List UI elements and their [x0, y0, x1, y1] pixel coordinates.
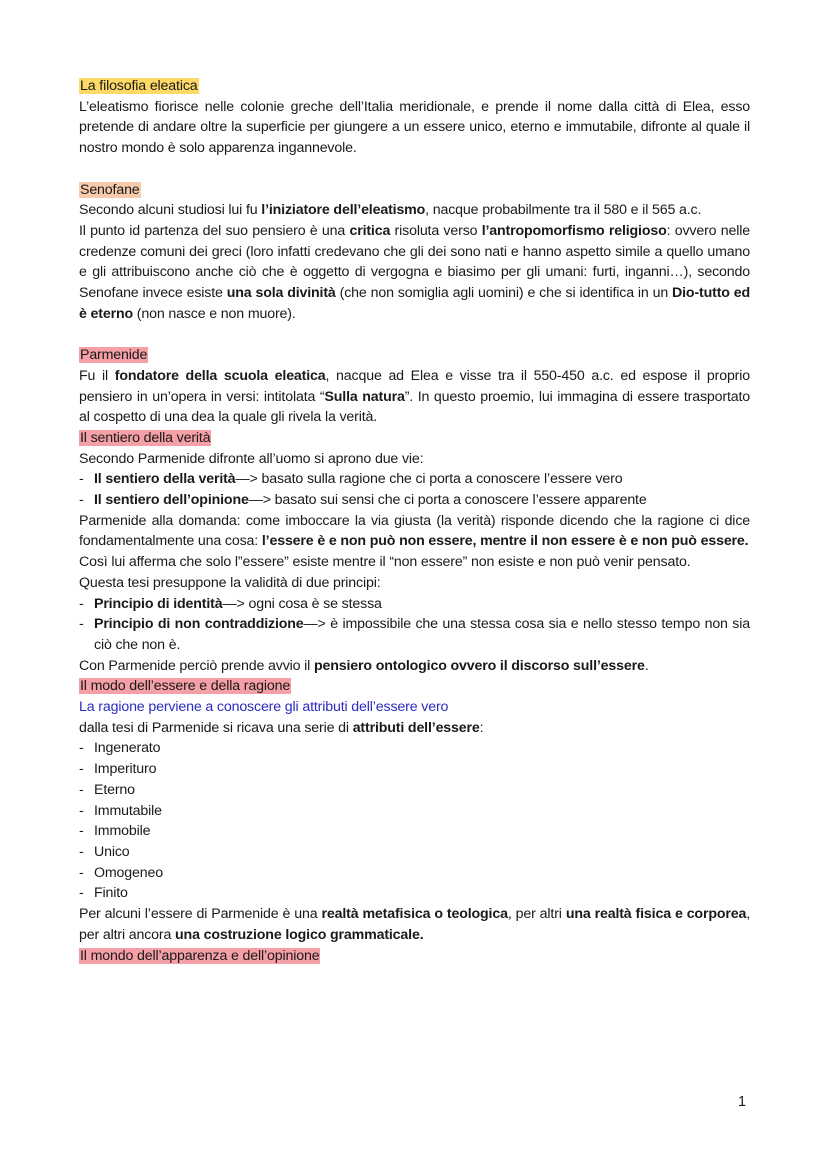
- list-item: - Imperituro: [79, 759, 750, 780]
- list-item: - Ingenerato: [79, 738, 750, 759]
- list-item: - Immobile: [79, 821, 750, 842]
- attributi-list: [79, 738, 750, 904]
- list-item: - Principio di identità—> ogni cosa è se stessa: [79, 594, 750, 615]
- paragraph-senofane-1: Secondo alcuni studiosi lui fu l’iniziatore dell’eleatismo, nacque probabilmente tra il 580 e il 565 a.c.: [79, 202, 702, 219]
- heading-eleatica-text: La filosofia eleatica: [80, 78, 198, 94]
- paragraph-modo-2: Per alcuni l’essere di Parmenide è una realtà metafisica o teologica, per altri una realtà fisica e corporea, per altri ancora una costruzione logico grammaticale.: [79, 906, 750, 943]
- heading-modo-text: Il modo dell’essere e della ragione: [80, 678, 291, 695]
- list-item: - Il sentiero dell’opinione—> basato sui sensi che ci porta a conoscere l’essere apparente: [79, 490, 750, 511]
- list-item: - Immutabile: [79, 801, 750, 822]
- heading-sentiero: [79, 428, 750, 449]
- heading-senofane: [79, 180, 750, 201]
- list-item: - Unico: [79, 842, 750, 863]
- paragraph-sentiero-4: Questa tesi presuppone la validità di due principi:: [79, 574, 381, 591]
- heading-mondo: [79, 946, 750, 967]
- list-item: - Finito: [79, 883, 750, 904]
- paragraph-parmenide: Fu il fondatore della scuola eleatica, nacque ad Elea e visse tra il 550-450 a.c. ed espose il proprio pensiero in un’opera in versi: intitolata “Sulla natura”. In questo proemio, lui immagina di essere trasportato al cospetto di una dea la quale gli rivela la verità.: [79, 367, 751, 426]
- heading-eleatica: [79, 76, 750, 97]
- heading-parmenide: [79, 345, 750, 366]
- heading-modo: [79, 676, 750, 697]
- document-body: [79, 76, 750, 966]
- paragraph-sentiero-3: Così lui afferma che solo l”essere” esiste mentre il “non essere” non esiste e non può venir pensato.: [79, 554, 691, 571]
- paragraph-sentiero-2: Parmenide alla domanda: come imboccare la via giusta (la verità) risponde dicendo che la ragione ci dice fondamentalmente una cosa: l’essere è e non può non essere, mentre il non essere è e non può essere.: [79, 512, 750, 550]
- heading-parmenide-text: Parmenide: [80, 347, 148, 364]
- list-item: - Omogeneo: [79, 863, 750, 884]
- paragraph-modo-intro: dalla tesi di Parmenide si ricava una serie di attributi dell’essere:: [79, 719, 484, 736]
- paragraph-eleatica: L’eleatismo fiorisce nelle colonie greche dell’Italia meridionale, e prende il nome dalla città di Elea, esso pretende di andare oltre la superficie per giungere a un essere unico, eterno e immutabile, difronte al quale il nostro mondo è solo apparenza ingannevole.: [79, 98, 750, 157]
- paragraph-senofane-2: Il punto id partenza del suo pensiero è una critica risoluta verso l’antropomorfismo religioso: ovvero nelle credenze comuni dei greci (loro infatti credevano che gli dei sono nati e hanno aspetto simile a quello umano e gli attribuiscono anche ciò che è oggetto di vergogna e biasimo per gli umani: furti, inganni…), secondo Senofane invece esiste una sola divinità (che non somiglia agli uomini) e che si identifica in un Dio-tutto ed è eterno (non nasce e non muore).: [79, 222, 750, 322]
- list-item: - Il sentiero della verità—> basato sulla ragione che ci porta a conoscere l’essere vero: [79, 469, 750, 490]
- paragraph-sentiero-5: Con Parmenide perciò prende avvio il pensiero ontologico ovvero il discorso sull’essere.: [79, 657, 649, 674]
- principi-list: [79, 594, 750, 656]
- list-item: - Eterno: [79, 780, 750, 801]
- heading-sentiero-text: Il sentiero della verità: [80, 429, 211, 446]
- subheading-modo: La ragione perviene a conoscere gli attributi dell’essere vero: [79, 699, 449, 716]
- vie-list: [79, 469, 750, 510]
- heading-senofane-text: Senofane: [80, 181, 140, 198]
- heading-mondo-text: Il mondo dell’apparenza e dell’opinione: [80, 947, 320, 964]
- list-item: - Principio di non contraddizione—> è impossibile che una stessa cosa sia e nello stesso tempo non sia ciò che non è.: [79, 614, 750, 655]
- paragraph-sentiero-intro: Secondo Parmenide difronte all’uomo si aprono due vie:: [79, 450, 424, 467]
- page-number: 1: [738, 1094, 747, 1110]
